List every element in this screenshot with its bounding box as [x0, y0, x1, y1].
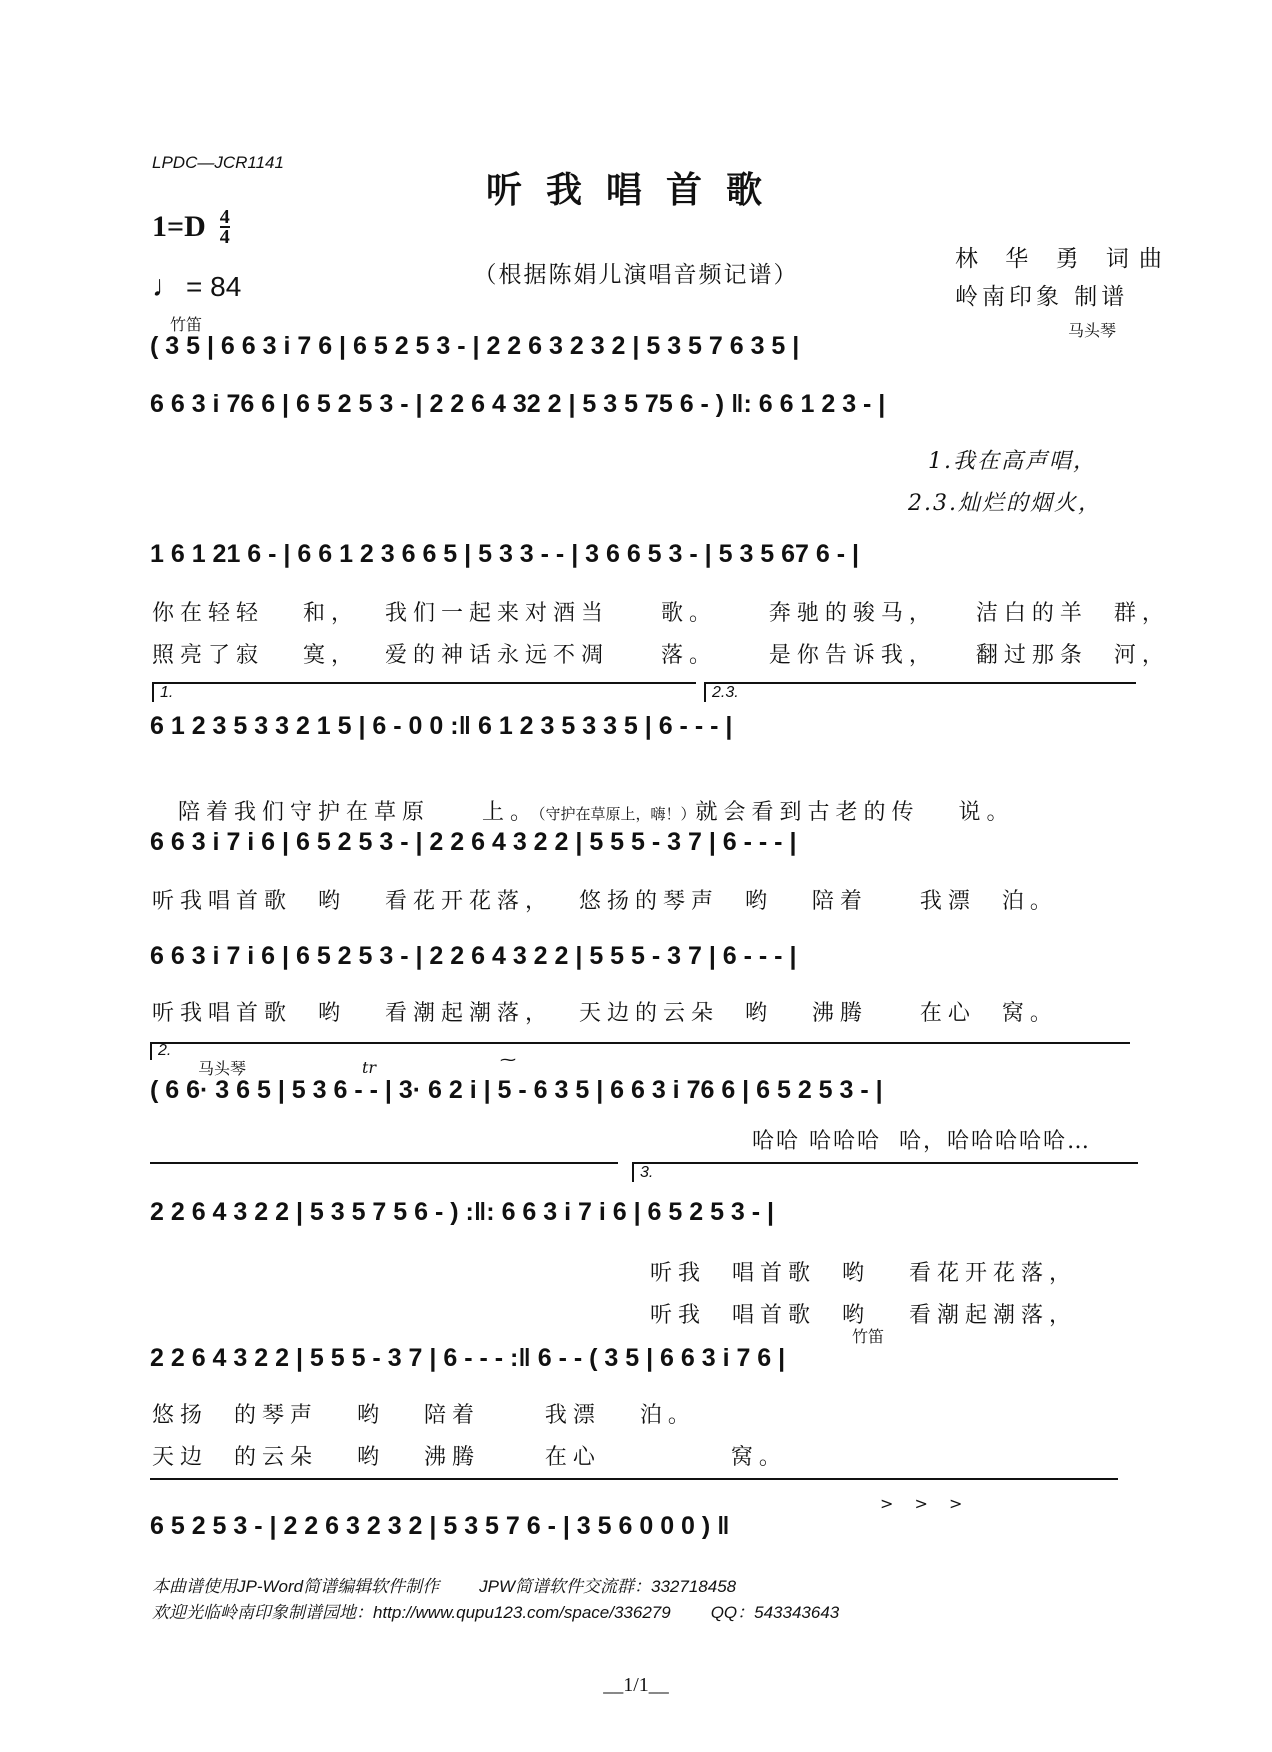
footer — [152, 1574, 879, 1626]
accent-markings: > > > — [880, 1494, 971, 1513]
lyric-verse1-intro: 1.我在高声唱， — [928, 449, 1097, 474]
quarter-note-icon: ♩ — [152, 270, 182, 303]
arranger: 岭南印象 制谱 — [955, 284, 1129, 310]
time-signature: $\frac{4}{4}$ — [219, 206, 230, 248]
staff-line-5: 6 6 3 i 7 i 6 | 6 5 2 5 3 - | 2 2 6 4 3 2 2 | 5 5 5 - 3 7 | 6 - - - | — [150, 828, 797, 856]
lyric-verse23-intro: 2.3.灿烂的烟火， — [908, 491, 1102, 516]
lyric-line-4: 陪着我们守护在草原 上。（守护在草原上，嗨！）就会看到古老的传 说。 — [178, 800, 1015, 825]
lyric-line-9-v2: 天边 的云朵 哟 沸腾 在心 窝。 — [152, 1445, 787, 1470]
key-label: 1=D — [152, 210, 206, 243]
staff-line-4: 6 1 2 3 5 3 3 2 1 5 | 6 - 0 0 :‖ 6 1 2 3 5 3 3 5 | 6 - - - | — [150, 712, 733, 740]
instrument-label-morin-khuur-2: 马头琴 — [198, 1059, 247, 1078]
footer-software: 本曲谱使用JP-Word简谱编辑软件制作 — [152, 1577, 440, 1596]
lyric-line-5: 听我唱首歌 哟 看花开花落， 悠扬的琴声 哟 陪着 我漂 泊。 — [152, 889, 1058, 914]
trill-marking: tr — [362, 1058, 377, 1077]
tempo-marking: ♩ = 84 — [152, 270, 242, 303]
key-signature — [152, 208, 230, 246]
composer: 林 华 勇 词曲 — [955, 246, 1172, 272]
song-title: 听我唱首歌 — [485, 169, 786, 211]
footer-welcome-link[interactable]: 欢迎光临岭南印象制谱园地：http://www.qupu123.com/space/336279 — [152, 1603, 671, 1622]
page-number: __1/1__ — [603, 1674, 669, 1696]
footer-qq: QQ：543343643 — [710, 1603, 840, 1622]
staff-line-7: ( 6 6· 3 6 5 | 5 3 6 - - | 3· 6 2 i | 5 - 6 3 5 | 6 6 3 i 76 6 | 6 5 2 5 3 - | — [150, 1076, 883, 1104]
lyric-line-3-v2: 照亮了寂 寞， 爱的神话永远不凋 落。 是你告诉我， 翻过那条 河， — [152, 643, 1170, 668]
staff-line-10: 6 5 2 5 3 - | 2 2 6 3 2 3 2 | 5 3 5 7 6 - | 3 5 6 0 0 0 ) ‖ — [150, 1512, 730, 1540]
staff-line-6: 6 6 3 i 7 i 6 | 6 5 2 5 3 - | 2 2 6 4 3 2 2 | 5 5 5 - 3 7 | 6 - - - | — [150, 942, 797, 970]
footer-group: JPW简谱软件交流群：332718458 — [479, 1577, 737, 1596]
staff-line-9: 2 2 6 4 3 2 2 | 5 5 5 - 3 7 | 6 - - - :‖ 6 - - ( 3 5 | 6 6 3 i 7 6 | — [150, 1344, 786, 1372]
volta-second-third: 2.3. — [704, 682, 1136, 702]
volta-first: 1. — [152, 682, 696, 702]
lyric-line-8-v2: 听我 唱首歌 哟 看潮起潮落， — [650, 1303, 1077, 1328]
section-rule — [150, 1478, 1118, 1480]
instrument-label-flute-2: 竹笛 — [852, 1327, 885, 1346]
staff-line-8: 2 2 6 4 3 2 2 | 5 3 5 7 5 6 - ) :‖: 6 6 3 i 7 i 6 | 6 5 2 5 3 - | — [150, 1198, 775, 1226]
volta-rule-second — [150, 1042, 1130, 1044]
volta-third: 3. — [632, 1162, 1138, 1182]
instrument-label-morin-khuur: 马头琴 — [1068, 321, 1117, 340]
score-code: LPDC—JCR1141 — [152, 153, 284, 172]
lyric-line-9-v1: 悠扬 的琴声 哟 陪着 我漂 泊。 — [152, 1403, 696, 1428]
staff-line-3: 1 6 1 21 6 - | 6 6 1 2 3 6 6 5 | 5 3 3 - - | 3 6 6 5 3 - | 5 3 5 67 6 - | — [150, 540, 860, 568]
volta-rule-end — [150, 1162, 618, 1164]
lyric-line-7: 哈哈 哈哈哈 哈，哈哈哈哈哈… — [752, 1129, 1091, 1154]
staff-line-2: 6 6 3 i 76 6 | 6 5 2 5 3 - | 2 2 6 4 32 2 | 5 3 5 75 6 - ) ‖: 6 6 1 2 3 - | — [150, 390, 886, 418]
lyric-line-8-v1: 听我 唱首歌 哟 看花开花落， — [650, 1261, 1077, 1286]
lyric-line-6: 听我唱首歌 哟 看潮起潮落， 天边的云朵 哟 沸腾 在心 窝。 — [152, 1001, 1058, 1026]
instrument-label-flute: 竹笛 — [170, 315, 203, 334]
subtitle: （根据陈娟儿演唱音频记谱） — [473, 262, 799, 288]
staff-line-1: ( 3 5 | 6 6 3 i 7 6 | 6 5 2 5 3 - | 2 2 6 3 2 3 2 | 5 3 5 7 6 3 5 | — [150, 332, 800, 360]
mordent-marking: ⁓ — [500, 1050, 516, 1069]
volta-second: 2. — [150, 1042, 218, 1060]
credits — [955, 240, 1172, 316]
lyric-line-3-v1: 你在轻轻 和， 我们一起来对酒当 歌。 奔驰的骏马， 洁白的羊 群， — [152, 601, 1170, 626]
